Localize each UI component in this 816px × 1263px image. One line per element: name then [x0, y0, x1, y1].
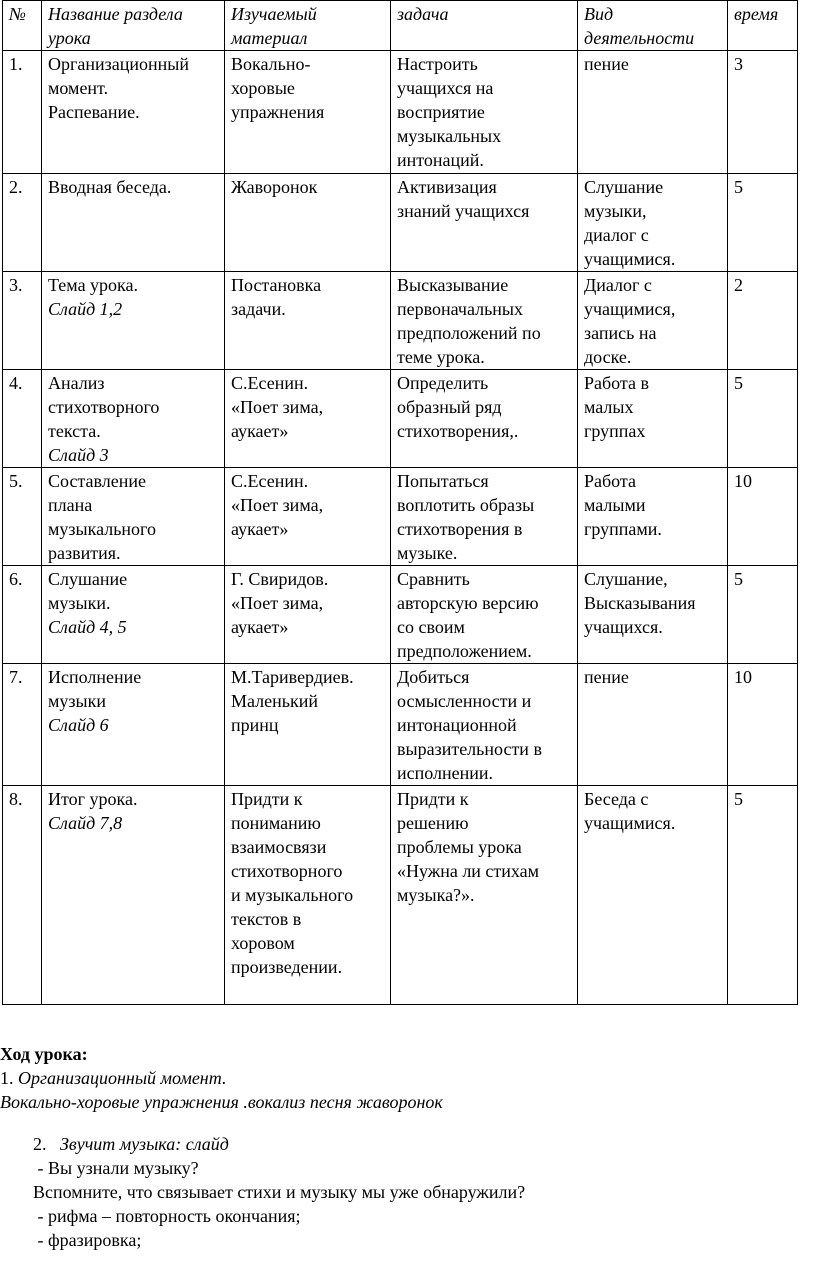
section-cell	[42, 174, 225, 272]
cell-line: взаимосвязи	[231, 837, 327, 857]
cell-line: Маленький	[231, 691, 318, 711]
table-row	[3, 51, 798, 174]
row-number-cell: 8.	[3, 786, 42, 1005]
question-line: - Вы узнали музыку?	[33, 1158, 199, 1178]
cell-line: знаний учащихся	[397, 201, 530, 221]
time-cell: 5	[728, 786, 798, 1005]
cell-line: Высказывание	[397, 275, 509, 295]
cell-line: музыкального	[48, 519, 156, 539]
task-cell	[391, 786, 578, 1005]
activity-cell	[578, 51, 728, 174]
item-text: Организационный момент.	[18, 1068, 227, 1088]
cell-line: Жаворонок	[231, 177, 318, 197]
row-number-cell: 4.	[3, 370, 42, 468]
cell-line: С.Есенин.	[231, 373, 309, 393]
bullet-line: - фразировка;	[33, 1230, 142, 1250]
cell-line: «Поет зима,	[231, 397, 324, 417]
spacer	[0, 1114, 816, 1132]
cell-line: «Поет зима,	[231, 593, 324, 613]
cell-line: пение	[584, 667, 629, 687]
list-item	[0, 1132, 816, 1156]
cell-line: Настроить	[397, 54, 478, 74]
task-cell	[391, 370, 578, 468]
list-item	[0, 1066, 816, 1090]
item-text: Звучит музыка: слайд	[60, 1134, 229, 1154]
cell-line: малыми	[584, 495, 646, 515]
time-cell: 5	[728, 174, 798, 272]
cell-line: хоровые	[231, 78, 295, 98]
cell-line: Постановка	[231, 275, 322, 295]
cell-line: стихотворного	[231, 861, 343, 881]
cell-line: Итог урока.	[48, 789, 138, 809]
cell-line: стихотворения в	[397, 519, 523, 539]
table-row	[3, 786, 798, 1005]
cell-line: предположением.	[397, 641, 532, 661]
cell-line: стихотворного	[48, 397, 160, 417]
header-cell: Название раздела урока	[42, 1, 225, 51]
section-cell	[42, 566, 225, 664]
table-row	[3, 566, 798, 664]
item-detail: Вокально-хоровые упражнения .вокализ песня жаворонок	[0, 1092, 443, 1112]
table-row	[3, 370, 798, 468]
cell-line: аукает»	[231, 421, 289, 441]
section-heading: Ход урока:	[0, 1044, 88, 1064]
cell-line: образный ряд	[397, 397, 502, 417]
section-cell	[42, 468, 225, 566]
activity-cell	[578, 370, 728, 468]
cell-line: Организационный	[48, 54, 189, 74]
cell-line: Слайд 4, 5	[48, 617, 127, 637]
cell-line: Вокально-	[231, 54, 311, 74]
cell-line: учащихся.	[584, 617, 663, 637]
row-number-cell: 5.	[3, 468, 42, 566]
cell-line: «Нужна ли стихам	[397, 861, 540, 881]
section-cell	[42, 51, 225, 174]
activity-cell	[578, 786, 728, 1005]
cell-line: музыкальных	[397, 126, 502, 146]
cell-line: М.Таривердиев.	[231, 667, 354, 687]
cell-line: Слушание	[584, 177, 664, 197]
cell-line: Работа	[584, 471, 636, 491]
cell-line: музыка?».	[397, 885, 475, 905]
time-cell: 10	[728, 468, 798, 566]
time-cell: 5	[728, 566, 798, 664]
cell-line: плана	[48, 495, 93, 515]
activity-cell	[578, 566, 728, 664]
cell-line: Слушание,	[584, 569, 668, 589]
task-cell	[391, 664, 578, 786]
section-cell	[42, 664, 225, 786]
cell-line: Попытаться	[397, 471, 489, 491]
cell-line: аукает»	[231, 617, 289, 637]
cell-line: «Поет зима,	[231, 495, 324, 515]
cell-line: учащихся на	[397, 78, 494, 98]
cell-line: Придти к	[231, 789, 303, 809]
cell-line: Добиться	[397, 667, 470, 687]
task-cell	[391, 51, 578, 174]
cell-line: Распевание.	[48, 102, 140, 122]
section-cell	[42, 272, 225, 370]
material-cell	[225, 566, 391, 664]
cell-line: предположений по	[397, 323, 541, 343]
activity-cell	[578, 272, 728, 370]
item-number: 1.	[0, 1068, 14, 1088]
table-row	[3, 468, 798, 566]
cell-line: выразительности в	[397, 739, 542, 759]
cell-line: Слайд 6	[48, 715, 109, 735]
header-cell: задача	[391, 1, 578, 51]
cell-line: Составление	[48, 471, 147, 491]
task-cell	[391, 174, 578, 272]
task-cell	[391, 468, 578, 566]
row-number-cell: 1.	[3, 51, 42, 174]
time-cell: 3	[728, 51, 798, 174]
material-cell	[225, 664, 391, 786]
material-cell	[225, 174, 391, 272]
header-cell: Изучаемый материал	[225, 1, 391, 51]
cell-line: пение	[584, 54, 629, 74]
cell-line: Активизация	[397, 177, 497, 197]
header-cell: №	[3, 1, 42, 51]
activity-cell	[578, 468, 728, 566]
header-cell: время	[728, 1, 798, 51]
material-cell	[225, 272, 391, 370]
cell-line: Высказывания	[584, 593, 696, 613]
cell-line: Диалог с	[584, 275, 652, 295]
cell-line: Слайд 3	[48, 445, 109, 465]
cell-line: учащимися.	[584, 249, 676, 269]
cell-line: проблемы урока	[397, 837, 522, 857]
cell-line: текстов в	[231, 909, 302, 929]
cell-line: первоначальных	[397, 299, 524, 319]
cell-line: Работа в	[584, 373, 649, 393]
row-number-cell: 3.	[3, 272, 42, 370]
cell-line: хоровом	[231, 933, 295, 953]
cell-line: Слушание	[48, 569, 128, 589]
cell-line: С.Есенин.	[231, 471, 309, 491]
cell-line: воплотить образы	[397, 495, 535, 515]
table-row	[3, 664, 798, 786]
cell-line: исполнении.	[397, 763, 494, 783]
cell-line: интонационной	[397, 715, 517, 735]
material-cell	[225, 468, 391, 566]
cell-line: Беседа с	[584, 789, 649, 809]
cell-line: Придти к	[397, 789, 469, 809]
cell-line: Тема урока.	[48, 275, 139, 295]
row-number-cell: 2.	[3, 174, 42, 272]
table-row	[3, 272, 798, 370]
cell-line: Исполнение	[48, 667, 142, 687]
cell-line: авторскую версию	[397, 593, 539, 613]
cell-line: текста.	[48, 421, 101, 441]
cell-line: задачи.	[231, 299, 286, 319]
cell-line: произведении.	[231, 957, 343, 977]
cell-line: интонаций.	[397, 150, 484, 170]
cell-line: учащимися,	[584, 299, 676, 319]
cell-line: решению	[397, 813, 469, 833]
cell-line: момент.	[48, 78, 109, 98]
cell-line: музыке.	[397, 543, 458, 563]
cell-line: Слайд 1,2	[48, 299, 123, 319]
header-cell: Вид деятельности	[578, 1, 728, 51]
cell-line: музыки	[48, 691, 106, 711]
table-header-row	[3, 1, 798, 51]
lesson-plan-table	[2, 0, 798, 1005]
cell-line: Г. Свиридов.	[231, 569, 329, 589]
section-cell	[42, 370, 225, 468]
cell-line: Сравнить	[397, 569, 470, 589]
cell-line: диалог с	[584, 225, 649, 245]
cell-line: малых	[584, 397, 634, 417]
cell-line: пониманию	[231, 813, 321, 833]
cell-line: упражнения	[231, 102, 325, 122]
task-cell	[391, 272, 578, 370]
table-row	[3, 174, 798, 272]
material-cell	[225, 51, 391, 174]
cell-line: теме урока.	[397, 347, 485, 367]
cell-line: восприятие	[397, 102, 485, 122]
cell-line: доске.	[584, 347, 632, 367]
cell-line: запись на	[584, 323, 657, 343]
material-cell	[225, 786, 391, 1005]
cell-line: со своим	[397, 617, 465, 637]
cell-line: Вводная беседа.	[48, 177, 172, 197]
cell-line: принц	[231, 715, 279, 735]
cell-line: развития.	[48, 543, 121, 563]
cell-line: аукает»	[231, 519, 289, 539]
cell-line: Слайд 7,8	[48, 813, 123, 833]
row-number-cell: 6.	[3, 566, 42, 664]
cell-line: группами.	[584, 519, 662, 539]
cell-line: стихотворения,.	[397, 421, 519, 441]
cell-line: музыки.	[48, 593, 111, 613]
row-number-cell: 7.	[3, 664, 42, 786]
cell-line: осмысленности и	[397, 691, 532, 711]
item-number: 2.	[33, 1134, 47, 1154]
lesson-body	[0, 1042, 816, 1252]
cell-line: Анализ	[48, 373, 105, 393]
question-line: Вспомните, что связывает стихи и музыку мы уже обнаружили?	[33, 1182, 526, 1202]
table-body	[3, 51, 798, 1005]
time-cell: 10	[728, 664, 798, 786]
material-cell	[225, 370, 391, 468]
time-cell: 5	[728, 370, 798, 468]
cell-line: и музыкального	[231, 885, 354, 905]
activity-cell	[578, 664, 728, 786]
bullet-line: - рифма – повторность окончания;	[33, 1206, 301, 1226]
section-cell	[42, 786, 225, 1005]
task-cell	[391, 566, 578, 664]
cell-line: группах	[584, 421, 646, 441]
time-cell: 2	[728, 272, 798, 370]
cell-line: музыки,	[584, 201, 647, 221]
cell-line: Определить	[397, 373, 489, 393]
cell-line: учащимися.	[584, 813, 676, 833]
activity-cell	[578, 174, 728, 272]
